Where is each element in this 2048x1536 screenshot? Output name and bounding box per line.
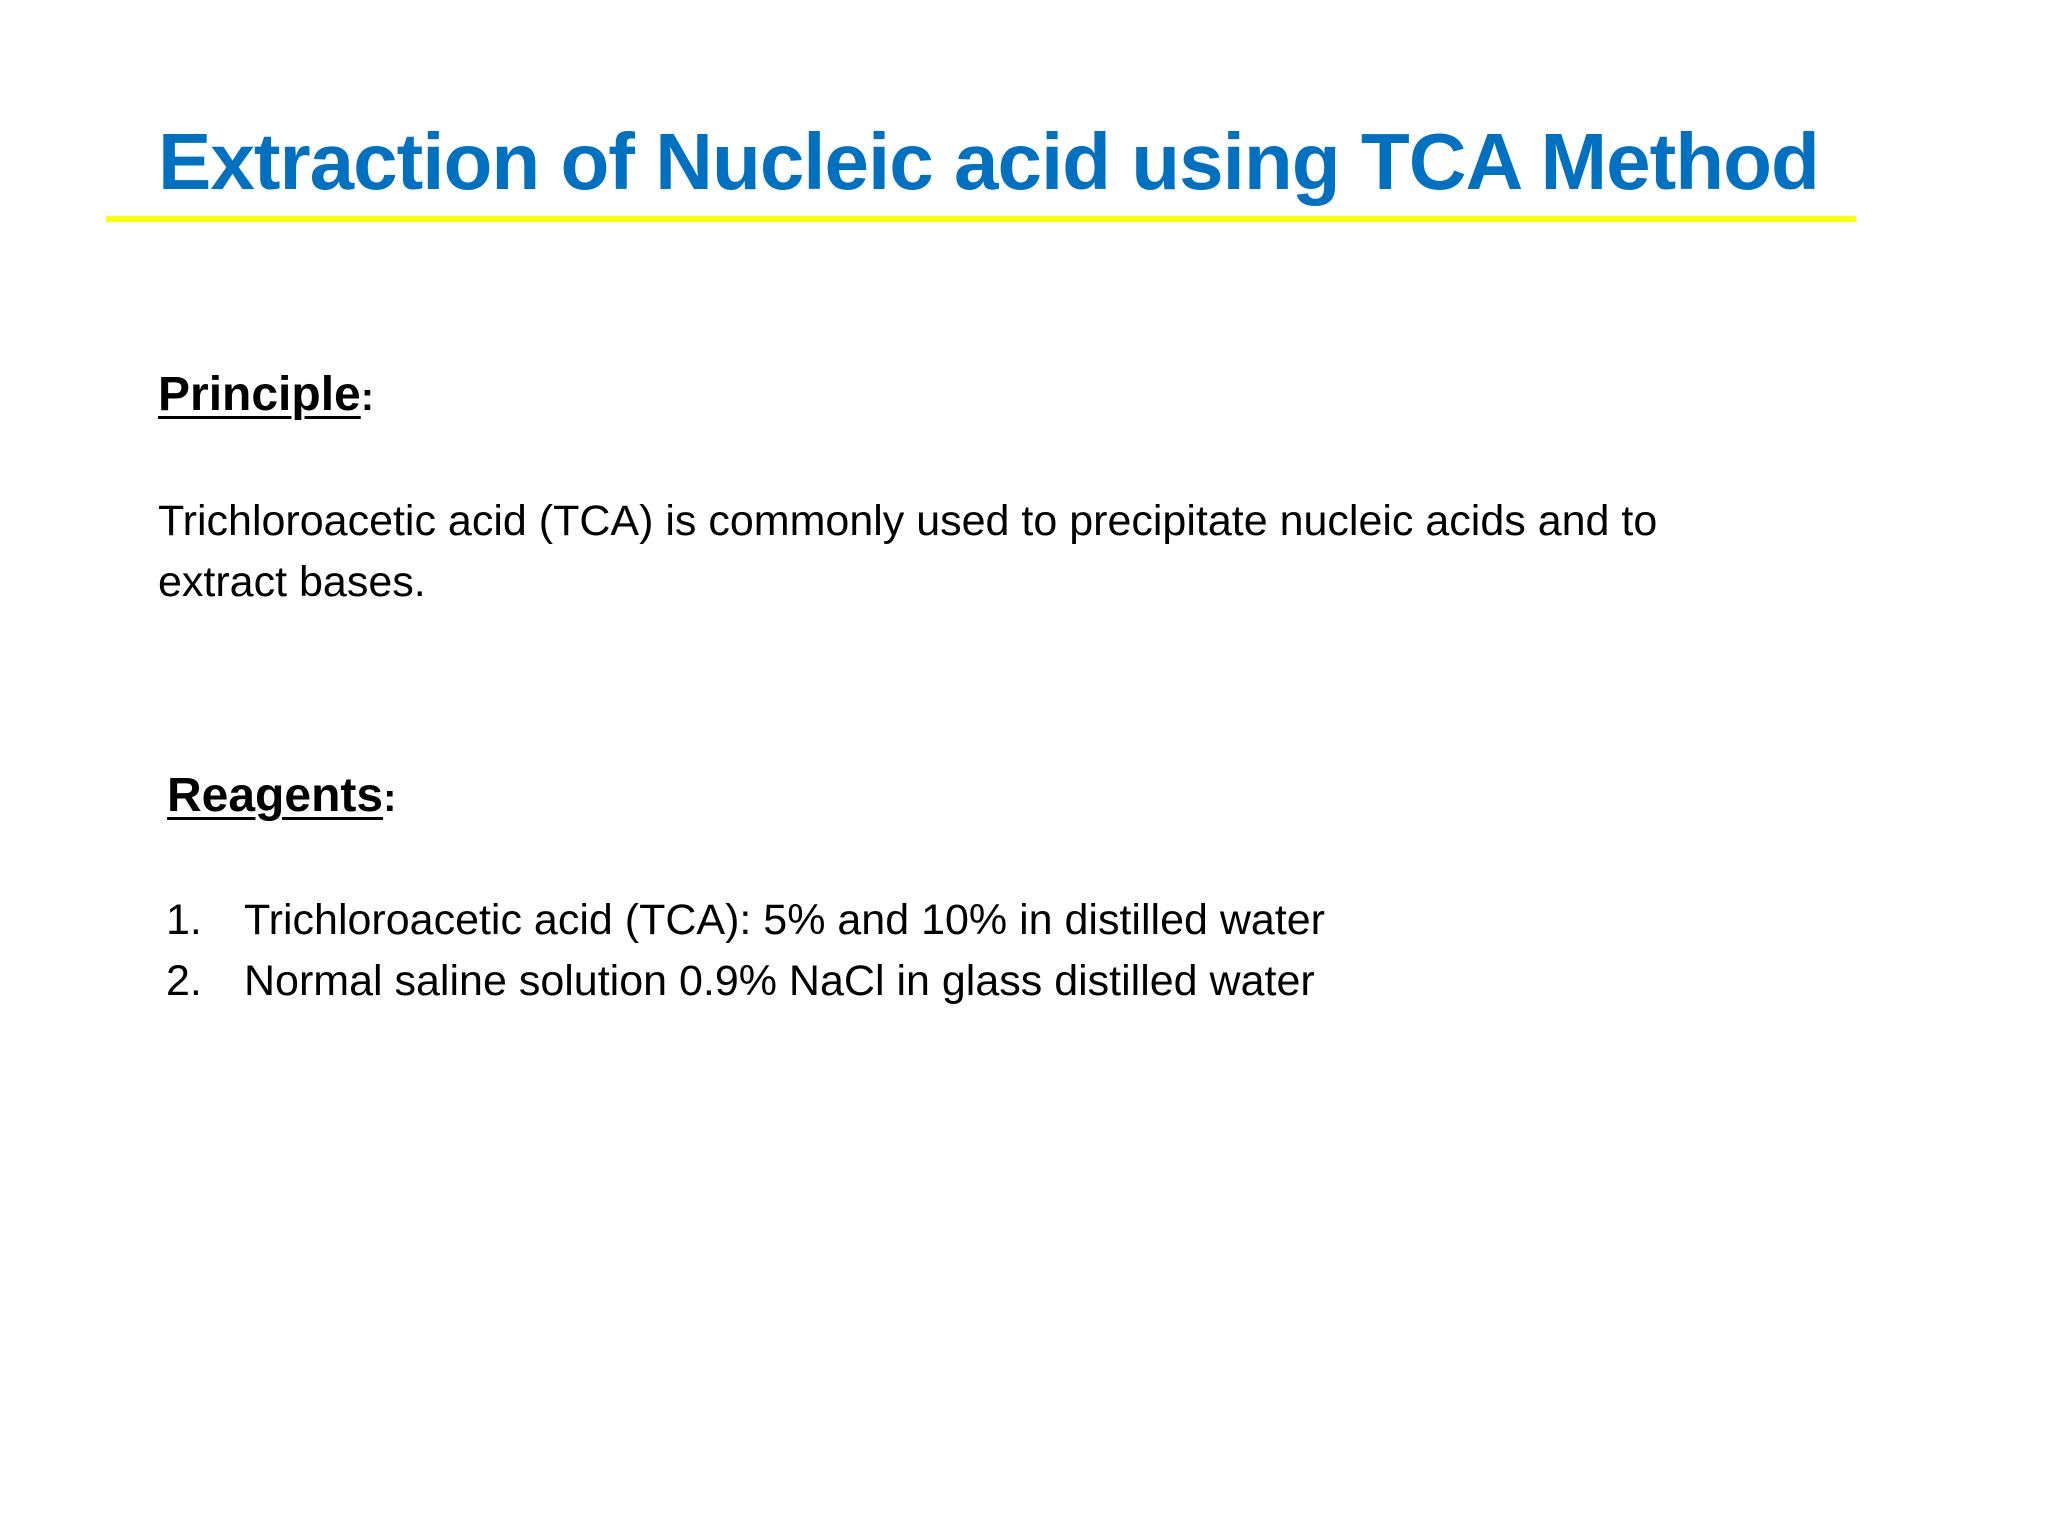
- reagent-number: 1.: [166, 896, 202, 944]
- principle-text: Trichloroacetic acid (TCA) is commonly used to precipitate nucleic acids and to extract bases.: [158, 497, 1658, 606]
- reagents-heading-label: Reagents: [167, 769, 384, 822]
- slide-title: Extraction of Nucleic acid using TCA Method: [158, 117, 1819, 206]
- principle-heading: [158, 365, 374, 427]
- reagent-text: Trichloroacetic acid (TCA): 5% and 10% in distilled water: [244, 896, 1326, 944]
- principle-heading-label: Principle: [158, 368, 361, 421]
- reagents-heading: [167, 766, 396, 828]
- reagent-list-item: [166, 951, 1766, 1012]
- title-underline-rule: [106, 216, 1856, 222]
- reagent-list: [166, 890, 1766, 1012]
- reagent-text: Normal saline solution 0.9% NaCl in glass distilled water: [244, 957, 1315, 1005]
- reagent-number: 2.: [166, 957, 202, 1005]
- principle-heading-colon: :: [360, 375, 375, 419]
- reagent-list-item: [166, 890, 1766, 951]
- reagents-heading-colon: :: [383, 776, 397, 820]
